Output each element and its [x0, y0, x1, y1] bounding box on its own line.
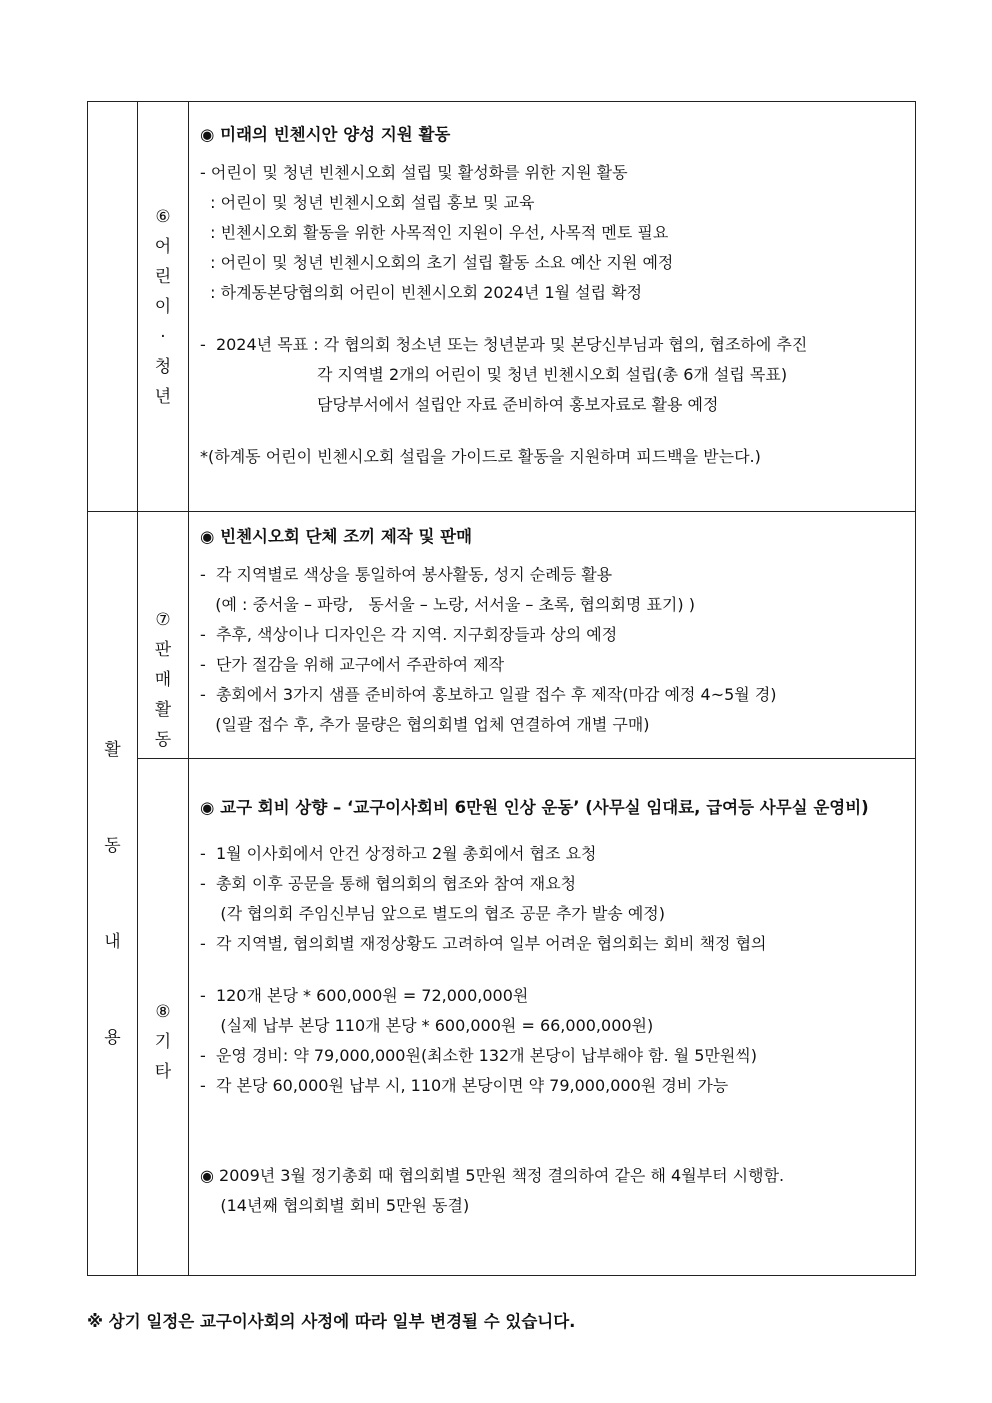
content-line: : 어린이 및 청년 빈첸시오회의 초기 설립 활동 소요 예산 지원 예정	[200, 253, 674, 272]
content-line: (실제 납부 본당 110개 본당 * 600,000원 = 66,000,000원)	[200, 1016, 654, 1035]
activity-table	[87, 101, 916, 1276]
table-row	[88, 759, 916, 1276]
content-line: - 각 지역별로 색상을 통일하여 봉사활동, 성지 순례등 활용	[200, 565, 613, 584]
row-label-char: 린	[154, 266, 172, 287]
content-line: : 빈첸시오회 활동을 위한 사목적인 지원이 우선, 사목적 멘토 필요	[200, 223, 669, 242]
content-line: (각 협의회 주임신부님 앞으로 별도의 협조 공문 추가 발송 예정)	[200, 904, 666, 923]
row-label-sales	[138, 512, 189, 759]
row-label-char: ⑦	[155, 610, 171, 630]
row-label-char: 어	[154, 236, 172, 257]
row-label-char: 타	[154, 1062, 172, 1082]
section-heading: ◉ 미래의 빈첸시안 양성 지원 활동	[200, 125, 451, 144]
content-line: - 추후, 색상이나 디자인은 각 지역. 지구회장들과 상의 예정	[200, 625, 618, 644]
table-row	[88, 102, 916, 512]
row-content-youth	[189, 102, 916, 512]
row-label-char: 기	[154, 1032, 172, 1052]
main-category-char: 내	[104, 931, 121, 952]
main-category-char: 활	[104, 739, 121, 760]
content-line: (일괄 접수 후, 추가 물량은 협의회별 업체 연결하여 개별 구매)	[200, 715, 650, 734]
row-content-other	[189, 759, 916, 1276]
content-line: - 어린이 및 청년 빈첸시오회 설립 및 활성화를 위한 지원 활동	[200, 163, 628, 182]
content-line: - 120개 본당 * 600,000원 = 72,000,000원	[200, 986, 529, 1005]
row-content-sales	[189, 512, 916, 759]
content-line: - 총회 이후 공문을 통해 협의회의 협조와 참여 재요청	[200, 874, 577, 893]
section-heading: ◉ 빈첸시오회 단체 조끼 제작 및 판매	[200, 527, 473, 546]
content-line: 담당부서에서 설립안 자료 준비하여 홍보자료로 활용 예정	[200, 395, 719, 414]
row-label-char: ·	[160, 326, 166, 347]
content-line: - 1월 이사회에서 안건 상정하고 2월 총회에서 협조 요청	[200, 844, 597, 863]
section-heading: ◉ 교구 회비 상향 – ‘교구이사회비 6만원 인상 운동’ (사무실 임대료, 급여등 사무실 운영비)	[200, 798, 869, 817]
footnote: ※ 상기 일정은 교구이사회의 사정에 따라 일부 변경될 수 있습니다.	[87, 1312, 576, 1331]
content-line: - 각 본당 60,000원 납부 시, 110개 본당이면 약 79,000,000원 경비 가능	[200, 1076, 729, 1095]
row-label-youth	[138, 102, 189, 512]
content-line: : 어린이 및 청년 빈첸시오회 설립 홍보 및 교육	[200, 193, 535, 212]
main-category-char: 동	[104, 835, 121, 856]
content-line: : 하계동본당협의회 어린이 빈첸시오회 2024년 1월 설립 확정	[200, 283, 643, 302]
row-label-char: 활	[154, 700, 172, 720]
row-label-char: ⑥	[155, 206, 171, 227]
table-row	[88, 512, 916, 759]
content-line: *(하계동 어린이 빈첸시오회 설립을 가이드로 활동을 지원하며 피드백을 받는다.)	[200, 447, 761, 466]
row-label-other	[138, 759, 189, 1276]
note-line: ◉ 2009년 3월 정기총회 때 협의회별 5만원 책정 결의하여 같은 해 4월부터 시행함.	[200, 1166, 785, 1185]
row-label-char: 년	[154, 386, 172, 407]
content-line: 각 지역별 2개의 어린이 및 청년 빈첸시오회 설립(총 6개 설립 목표)	[200, 365, 788, 384]
content-line: - 각 지역별, 협의회별 재정상황도 고려하여 일부 어려운 협의회는 회비 책정 협의	[200, 934, 767, 953]
content-line: (예 : 중서울 – 파랑, 동서울 – 노랑, 서서울 – 초록, 협의회명 표기) )	[200, 595, 695, 614]
note-line: (14년째 협의회별 회비 5만원 동결)	[200, 1196, 470, 1215]
content-line: - 총회에서 3가지 샘플 준비하여 홍보하고 일괄 접수 후 제작(마감 예정 4~5월 경)	[200, 685, 777, 704]
content-line: - 운영 경비: 약 79,000,000원(최소한 132개 본당이 납부해야 함. 월 5만원씩)	[200, 1046, 758, 1065]
row-label-char: 판	[154, 640, 172, 660]
row-label-char: 동	[154, 730, 172, 750]
row-label-char: 이	[154, 296, 172, 317]
content-line: - 단가 절감을 위해 교구에서 주관하여 제작	[200, 655, 505, 674]
content-line: - 2024년 목표 : 각 협의회 청소년 또는 청년분과 및 본당신부님과 협의, 협조하에 추진	[200, 335, 808, 354]
row-label-char: 매	[154, 670, 172, 690]
main-category-char: 용	[104, 1027, 121, 1048]
row-label-char: ⑧	[155, 1002, 171, 1022]
blank-category-cell	[88, 102, 138, 512]
main-category-activity	[88, 512, 138, 1276]
row-label-char: 청	[154, 356, 172, 377]
